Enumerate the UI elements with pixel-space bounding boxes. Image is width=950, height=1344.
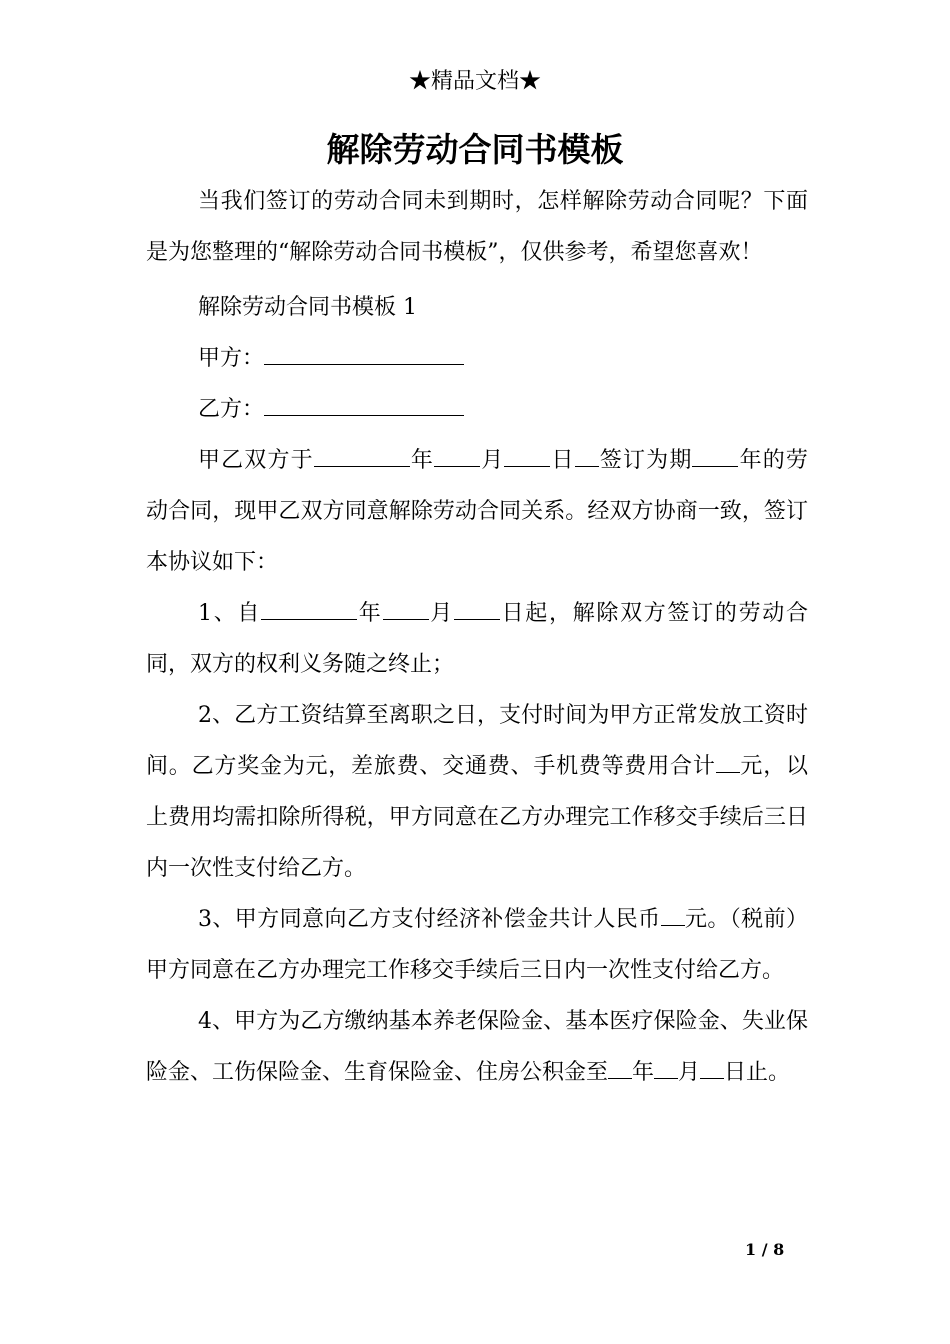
clause-1-text-3: 月 bbox=[428, 601, 454, 626]
clause-4-day-blank[interactable] bbox=[700, 1060, 724, 1079]
signing-text-1: 甲乙双方于 bbox=[198, 448, 314, 473]
party-a-line bbox=[146, 333, 808, 384]
clause-4-text-1: 4、甲方为乙方缴纳基本养老保险金、基本医疗保险金、失业保险金、工伤保险金、生育保险金、住房公积金至 bbox=[146, 1009, 808, 1085]
clause-1-month-blank[interactable] bbox=[383, 601, 429, 620]
page-header: ★精品文档★ bbox=[408, 69, 541, 94]
clause-1-year-blank[interactable] bbox=[261, 601, 357, 620]
clause-4 bbox=[146, 996, 808, 1098]
signing-text-2: 年 bbox=[409, 448, 435, 473]
party-a-blank[interactable] bbox=[264, 346, 464, 365]
clause-2-amount-blank[interactable] bbox=[716, 754, 740, 773]
clause-3-amount-blank[interactable] bbox=[661, 907, 685, 926]
signing-text-6: 年的劳动合同，现甲乙双方同意解除劳动合同关系。经双方协商一致，签订本协议如下： bbox=[146, 448, 808, 575]
clause-4-text-3: 月 bbox=[678, 1060, 701, 1085]
clause-4-month-blank[interactable] bbox=[654, 1060, 678, 1079]
clause-4-text-4: 日止。 bbox=[724, 1060, 791, 1085]
clause-4-year-blank[interactable] bbox=[608, 1060, 632, 1079]
clause-2 bbox=[146, 690, 808, 894]
clause-3 bbox=[146, 894, 808, 996]
clause-2-text-1: 2、乙方工资结算至离职之日，支付时间为甲方正常发放工资时间。乙方奖金为元，差旅费、交通费、手机费等费用合计 bbox=[146, 703, 808, 779]
clause-4-text-2: 年 bbox=[632, 1060, 655, 1085]
party-a-label: 甲方： bbox=[198, 346, 265, 371]
party-b-label: 乙方： bbox=[198, 397, 265, 422]
intro-paragraph: 当我们签订的劳动合同未到期时，怎样解除劳动合同呢？下面是为您整理的“解除劳动合同书模板”，仅供参考，希望您喜欢！ bbox=[146, 189, 808, 265]
clause-1-text-2: 年 bbox=[357, 601, 383, 626]
document-title: 解除劳动合同书模板 bbox=[326, 130, 624, 169]
party-b-blank[interactable] bbox=[264, 397, 464, 416]
signing-extra-blank[interactable] bbox=[575, 448, 599, 467]
clause-1 bbox=[146, 588, 808, 690]
signing-text-3: 月 bbox=[480, 448, 505, 473]
signing-text-4: 日 bbox=[550, 448, 575, 473]
contract-term-blank[interactable] bbox=[692, 448, 738, 467]
signing-year-blank[interactable] bbox=[314, 448, 410, 467]
clause-2-text-2: 元，以上费用均需扣除所得税，甲方同意在乙方办理完工作移交手续后三日内一次性支付给乙方。 bbox=[146, 754, 808, 881]
clause-1-text-4: 日起，解除双方签订的劳动合同，双方的权利义务随之终止； bbox=[146, 601, 808, 677]
clause-1-text-1: 1、自 bbox=[198, 601, 262, 626]
clause-3-text-1: 3、甲方同意向乙方支付经济补偿金共计人民币 bbox=[198, 907, 661, 932]
document-body bbox=[146, 176, 808, 1098]
signing-text-5: 签订为期 bbox=[598, 448, 693, 473]
signing-month-blank[interactable] bbox=[434, 448, 480, 467]
signing-day-blank[interactable] bbox=[504, 448, 550, 467]
signing-paragraph bbox=[146, 435, 808, 588]
page-number: 1 / 8 bbox=[745, 1240, 785, 1259]
clause-3-text-2: 元。（税前）甲方同意在乙方办理完工作移交手续后三日内一次性支付给乙方。 bbox=[146, 907, 808, 983]
clause-1-day-blank[interactable] bbox=[454, 601, 500, 620]
party-b-line bbox=[146, 384, 808, 435]
template-subtitle: 解除劳动合同书模板 1 bbox=[198, 295, 417, 320]
